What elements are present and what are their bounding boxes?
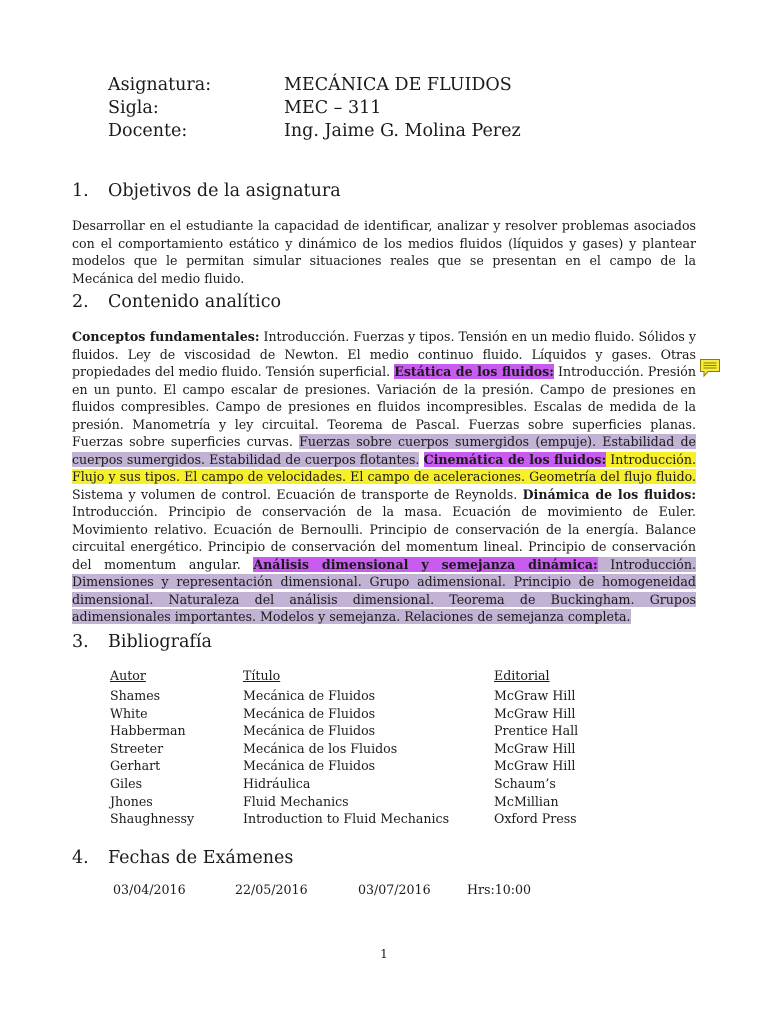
teacher-label: Docente: [108, 121, 188, 141]
exam-time: Hrs:10:00 [467, 882, 532, 897]
publisher-cell: Schaum’s [494, 775, 556, 791]
topic-text-estatica: Introducción. Presión en un punto. El campo escalar de presiones. Variación de la presión. Campo de presiones en fluidos compresibles. Campo de presiones en fluidos incompresibles. Escalas de medida de la presión. Manometría y ley circuital. Teorema de Pascal. Fuerzas sobre superficies planas. Fuerzas sobre superficies curvas. [72, 364, 697, 449]
title-cell: Mecánica de los Fluidos [243, 740, 398, 756]
publisher-cell: McMillian [494, 793, 559, 809]
topic-heading-analisis[interactable]: Análisis dimensional y semejanza dinámica: [253, 556, 598, 572]
highlight-cinematica[interactable]: Introducción. Flujo y sus tipos. El campo de velocidades. El campo de aceleraciones. Geometría del flujo fluido. [72, 451, 696, 484]
publisher-cell: McGraw Hill [494, 740, 576, 756]
exam-date: 22/05/2016 [235, 882, 308, 897]
section-heading: Contenido analítico [108, 292, 282, 312]
title-cell: Mecánica de Fluidos [243, 688, 376, 703]
exam-dates [113, 882, 531, 897]
title-cell: Fluid Mechanics [243, 793, 349, 809]
table-row [110, 793, 614, 811]
section-heading: Objetivos de la asignatura [108, 181, 341, 201]
subject-label: Asignatura: [108, 75, 212, 95]
topic-text-fundamentales: Introducción. Fuerzas y tipos. Tensión en un medio fluido. Sólidos y fluidos. Ley de viscosidad de Newton. El medio continuo fluido. Líquidos y gases. Otras propiedades del medio fluido. Tensión superficial. [72, 329, 696, 379]
sticky-note-icon[interactable] [699, 358, 721, 378]
author-cell: Giles [110, 775, 143, 791]
section-number: 1. [72, 181, 89, 201]
author-cell: Shaughnessy [110, 811, 195, 827]
code-value: MEC – 311 [284, 98, 382, 118]
title-cell: Mecánica de Fluidos [243, 705, 376, 721]
publisher-cell: McGraw Hill [494, 688, 576, 703]
code-label: Sigla: [108, 98, 159, 118]
author-cell: White [110, 705, 148, 721]
section-number: 4. [72, 848, 89, 868]
topic-heading-cinematica[interactable]: Cinemática de los fluidos: [423, 451, 607, 467]
author-cell: Gerhart [110, 758, 161, 774]
table-row [110, 687, 614, 705]
header-row-code [108, 97, 521, 120]
page-number: 1 [380, 947, 388, 961]
column-header-author: Autor [110, 668, 146, 683]
section-title-objetivos [72, 181, 341, 201]
author-cell: Streeter [110, 740, 164, 756]
author-cell: Jhones [110, 793, 153, 809]
subject-value: MECÁNICA DE FLUIDOS [284, 75, 512, 95]
exam-date: 03/04/2016 [113, 882, 186, 897]
author-cell: Shames [110, 688, 161, 703]
section-number: 3. [72, 632, 89, 652]
table-row [110, 740, 614, 758]
title-cell: Introduction to Fluid Mechanics [243, 811, 450, 827]
column-header-title: Título [243, 668, 281, 683]
table-row [110, 810, 614, 828]
topic-text-cinematica: Sistema y volumen de control. Ecuación de transporte de Reynolds. [72, 486, 523, 502]
topic-heading-dinamica: Dinámica de los fluidos: [522, 486, 696, 502]
contenido-paragraph [72, 328, 696, 626]
title-cell: Hidráulica [243, 775, 311, 791]
header-row-teacher [108, 120, 521, 143]
section-heading: Bibliografía [108, 632, 212, 652]
objetivos-paragraph: Desarrollar en el estudiante la capacidad de identificar, analizar y resolver problemas asociados con el comportamiento estático y dinámico de los medios fluidos (líquidos y gases) y plantear modelos que le permitan simular situaciones reales que se presentan en el campo de la Mecánica del medio fluido. [72, 218, 696, 286]
column-header-publisher: Editorial [494, 668, 550, 683]
highlight-cuerpos-sumergidos[interactable]: Fuerzas sobre cuerpos sumergidos (empuje). Estabilidad de cuerpos sumergidos. Estabilidad de cuerpos flotantes. [72, 434, 696, 467]
section-title-contenido [72, 292, 281, 312]
publisher-cell: McGraw Hill [494, 705, 576, 721]
topic-heading-fundamentales: Conceptos fundamentales: [72, 329, 260, 344]
title-cell: Mecánica de Fluidos [243, 723, 376, 739]
table-row [110, 775, 614, 793]
table-row [110, 705, 614, 723]
topic-text-dinamica: Introducción. Principio de conservación de la masa. Ecuación de movimiento de Euler. Movimiento relativo. Ecuación de Bernoulli. Principio de conservación de la energía. Balance circuital energético. Principio de conservación del momentum lineal. Principio de conservación del momentum angular. [72, 504, 696, 572]
table-row [110, 757, 614, 775]
publisher-cell: Prentice Hall [494, 723, 579, 739]
highlight-analisis[interactable]: Introducción. Dimensiones y representación dimensional. Grupo adimensional. Principio de homogeneidad dimensional. Naturaleza del análisis dimensional. Teorema de Buckingham. Grupos adimensionales importantes. Modelos y semejanza. Relaciones de semejanza completa. [72, 556, 696, 624]
section-number: 2. [72, 292, 89, 312]
section-title-fechas [72, 848, 293, 868]
topic-heading-estatica[interactable]: Estática de los fluidos: [394, 364, 554, 379]
bibliography-table [110, 667, 614, 828]
table-header-row [110, 667, 614, 687]
exam-date: 03/07/2016 [358, 882, 431, 897]
title-cell: Mecánica de Fluidos [243, 758, 376, 774]
section-heading: Fechas de Exámenes [108, 848, 294, 868]
publisher-cell: McGraw Hill [494, 758, 576, 774]
teacher-value: Ing. Jaime G. Molina Perez [284, 121, 521, 141]
section-title-bibliografia [72, 632, 212, 652]
table-row [110, 722, 614, 740]
publisher-cell: Oxford Press [494, 811, 577, 827]
course-header [108, 74, 521, 143]
header-row-subject [108, 74, 521, 97]
author-cell: Habberman [110, 723, 186, 739]
